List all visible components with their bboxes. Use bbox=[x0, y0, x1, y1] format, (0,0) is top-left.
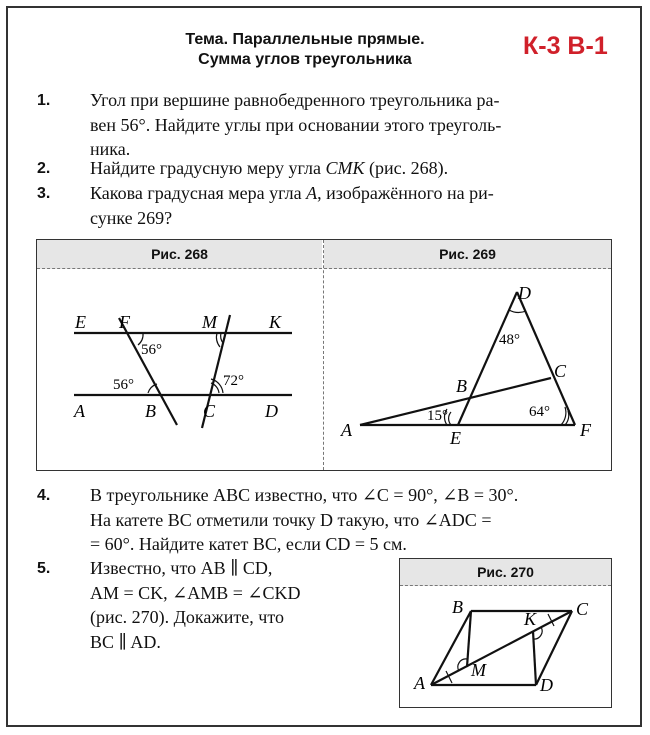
fig-270-title: Рис. 270 bbox=[400, 559, 611, 586]
problem-4-number: 4. bbox=[37, 487, 51, 504]
fig-268-title: Рис. 268 bbox=[37, 240, 322, 269]
problem-3-text bbox=[90, 181, 610, 230]
problem-2-angle: CMK bbox=[325, 158, 365, 178]
problem-3-line-2: сунке 269? bbox=[90, 207, 173, 228]
fig269-point-b: B bbox=[456, 376, 467, 396]
fig269-point-e: E bbox=[450, 428, 461, 448]
fig269-line-d-e bbox=[458, 292, 517, 425]
fig268-angle-56-bottom: 56° bbox=[113, 377, 134, 393]
fig-270-lines bbox=[431, 611, 572, 685]
fig268-angle-56-top: 56° bbox=[141, 342, 162, 358]
fig269-point-f: F bbox=[580, 420, 591, 440]
variant-label: К-3 В-1 bbox=[523, 32, 608, 60]
fig268-point-e: E bbox=[75, 312, 86, 332]
problem-4-line-2: На катете BC отметили точку D такую, что ∠ADC = bbox=[90, 509, 492, 530]
fig268-angle-72: 72° bbox=[223, 373, 244, 389]
problem-1-line-1: Угол при вершине равнобедренного треугольника ра- bbox=[90, 90, 500, 110]
problem-5-line-3: (рис. 270). Докажите, что bbox=[90, 607, 284, 627]
problem-5-line-2: AM = CK, ∠AMB = ∠CKD bbox=[90, 582, 301, 603]
problem-4-text bbox=[90, 483, 610, 557]
fig269-arc-e1 bbox=[449, 412, 451, 425]
fig269-angle-64: 64° bbox=[529, 404, 550, 420]
problem-2-text-main: Найдите градусную меру угла bbox=[90, 158, 321, 178]
problem-4-line-1: В треугольнике ABC известно, что ∠C = 90°, ∠B = 30°. bbox=[90, 485, 519, 505]
fig268-arc-m2 bbox=[216, 333, 220, 347]
fig270-point-b: B bbox=[452, 597, 463, 617]
fig268-point-b: B bbox=[145, 401, 156, 421]
fig270-point-d: D bbox=[540, 675, 553, 695]
fig269-arc-f2 bbox=[561, 407, 566, 425]
problem-1-line-3: ника. bbox=[90, 139, 131, 159]
figures-svg bbox=[37, 240, 613, 472]
problem-5-text bbox=[90, 556, 380, 654]
topic-line-1: Тема. Параллельные прямые. bbox=[185, 31, 425, 48]
problem-2-text bbox=[90, 156, 610, 181]
problem-5-number: 5. bbox=[37, 560, 51, 577]
problem-5-line-4: BC ∥ AD. bbox=[90, 631, 161, 652]
fig268-point-a: A bbox=[74, 401, 85, 421]
fig268-point-d: D bbox=[265, 401, 278, 421]
problem-4-line-3: = 60°. Найдите катет BC, если CD = 5 см. bbox=[90, 534, 407, 554]
topic-line-2: Сумма углов треугольника bbox=[198, 51, 412, 68]
fig268-point-k: K bbox=[269, 312, 282, 332]
fig269-arc-d bbox=[509, 310, 526, 312]
fig268-point-c: C bbox=[203, 401, 216, 421]
fig269-point-a: A bbox=[341, 420, 352, 440]
problem-1-number: 1. bbox=[37, 92, 51, 109]
problem-1-line-2: вен 56°. Найдите углы при основании этого треуголь- bbox=[90, 114, 502, 135]
problem-3-number: 3. bbox=[37, 185, 51, 202]
figures-268-269 bbox=[36, 239, 612, 471]
worksheet-header bbox=[150, 30, 460, 70]
problem-3-post: , изображённого на ри- bbox=[317, 183, 494, 203]
fig-270-svg bbox=[400, 559, 613, 709]
fig270-line-cd bbox=[536, 611, 572, 685]
fig-268-lines bbox=[74, 315, 292, 428]
fig268-point-m: M bbox=[202, 312, 217, 332]
fig268-arc-m1 bbox=[221, 333, 223, 343]
problem-3-pre: Какова градусная мера угла bbox=[90, 183, 302, 203]
problem-3-angle: A bbox=[306, 183, 318, 203]
fig269-point-c: C bbox=[554, 361, 567, 381]
fig270-point-a: A bbox=[414, 673, 425, 693]
problem-2-number: 2. bbox=[37, 160, 51, 177]
fig-269-title: Рис. 269 bbox=[324, 240, 611, 269]
fig270-point-m: M bbox=[471, 660, 486, 680]
fig269-point-d: D bbox=[518, 283, 531, 303]
figure-270 bbox=[399, 558, 612, 708]
problem-1-text bbox=[90, 88, 610, 162]
problem-2-ref: (рис. 268). bbox=[368, 158, 449, 178]
problem-5-line-1: Известно, что AB ∥ CD, bbox=[90, 558, 273, 578]
fig268-point-f: F bbox=[119, 312, 130, 332]
fig269-angle-48: 48° bbox=[499, 332, 520, 348]
fig269-angle-15: 15° bbox=[427, 408, 448, 424]
fig270-point-c: C bbox=[576, 599, 589, 619]
fig270-point-k: K bbox=[524, 609, 537, 629]
